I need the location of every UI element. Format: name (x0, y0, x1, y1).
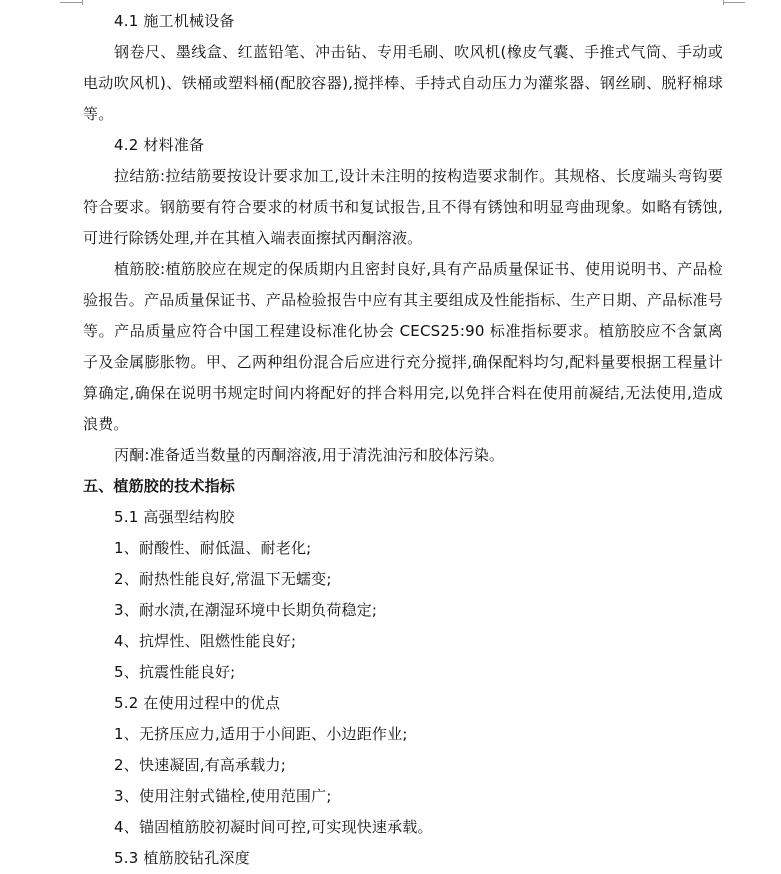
section-heading-5: 五、植筋胶的技术指标 (83, 477, 236, 495)
list-item: 4、锚固植筋胶初凝时间可控,可实现快速承载。 (114, 818, 433, 836)
list-item: 2、快速凝固,有高承载力; (114, 756, 286, 774)
paragraph-acetone: 丙酮:准备适当数量的丙酮溶液,用于清洗油污和胶体污染。 (114, 446, 505, 464)
list-item: 3、耐水渍,在潮湿环境中长期负荷稳定; (114, 601, 378, 619)
subsection-heading-5-3: 5.3 植筋胶钻孔深度 (114, 849, 250, 867)
subsection-heading-5-2: 5.2 在使用过程中的优点 (114, 694, 281, 712)
subsection-heading-5-1: 5.1 高强型结构胶 (114, 508, 235, 526)
crop-mark-left-vertical (82, 0, 83, 5)
list-item: 4、抗焊性、阻燃性能良好; (114, 632, 297, 650)
subsection-heading-4-1: 4.1 施工机械设备 (114, 12, 235, 30)
list-item: 1、耐酸性、耐低温、耐老化; (114, 539, 312, 557)
crop-mark-left-horizontal (60, 2, 82, 3)
list-item: 3、使用注射式锚栓,使用范围广; (114, 787, 332, 805)
document-body (83, 6, 723, 874)
paragraph-bar-planting-glue: 植筋胶:植筋胶应在规定的保质期内且密封良好,具有产品质量保证书、使用说明书、产品检验报告。产品质量保证书、产品检验报告中应有其主要组成及性能指标、生产日期、产品标准号等。产品质量应符合中国工程建设标准化协会 CECS25:90 标准指标要求。植筋胶应不含氯离子及金属膨胀物。甲、乙两种组份混合后应进行充分搅拌,确保配料均匀,配料量要根据工程量计算确定,确保在说明书规定时间内将配好的拌合料用完,以免拌合料在使用前凝结,无法使用,造成浪费。 (83, 260, 723, 433)
paragraph-machinery-list: 钢卷尺、墨线盒、红蓝铅笔、冲击钻、专用毛刷、吹风机(橡皮气囊、手推式气筒、手动或电动吹风机)、铁桶或塑料桶(配胶容器),搅拌棒、手持式自动压力为灌浆器、钢丝刷、脱籽棉球等。 (83, 43, 723, 123)
list-item: 2、耐热性能良好,常温下无蠕变; (114, 570, 332, 588)
crop-mark-right-vertical (723, 0, 724, 5)
subsection-heading-4-2: 4.2 材料准备 (114, 136, 205, 154)
list-item: 1、无挤压应力,适用于小间距、小边距作业; (114, 725, 408, 743)
paragraph-tie-bars: 拉结筋:拉结筋要按设计要求加工,设计未注明的按构造要求制作。其规格、长度端头弯钩要符合要求。钢筋要有符合要求的材质书和复试报告,且不得有锈蚀和明显弯曲现象。如略有锈蚀,可进行除锈处理,并在其植入端表面擦拭丙酮溶液。 (83, 167, 723, 247)
crop-mark-right-horizontal (723, 2, 745, 3)
list-item: 5、抗震性能良好; (114, 663, 236, 681)
